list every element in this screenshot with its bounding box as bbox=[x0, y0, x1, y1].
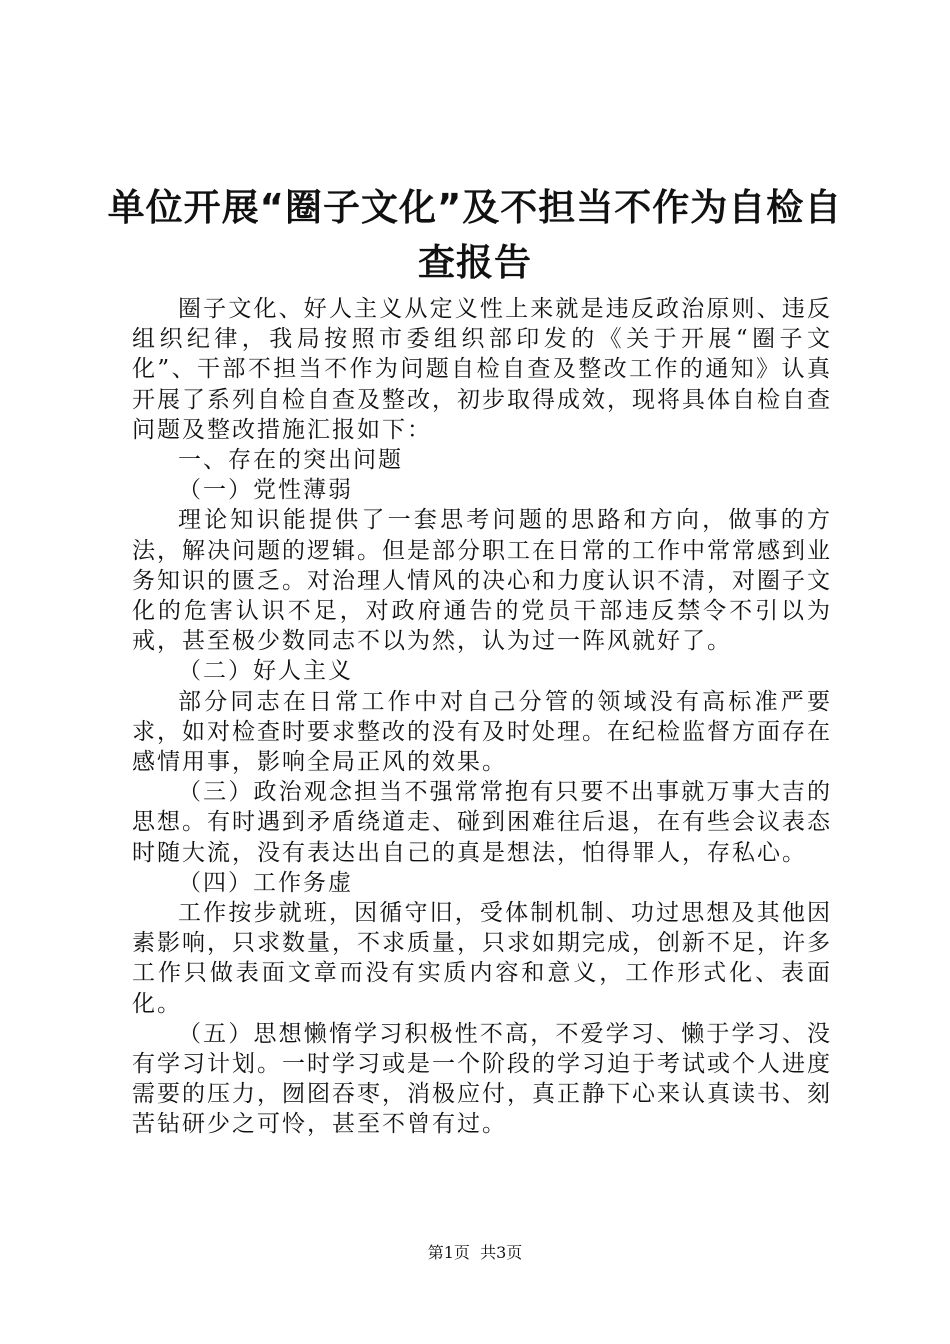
subsection-heading-4: （四）工作务虚 bbox=[178, 869, 353, 896]
section-heading: 一、存在的突出问题 bbox=[178, 447, 403, 474]
subsection-heading-2: （二）好人主义 bbox=[178, 658, 353, 685]
body-paragraph-3: （三）政治观念担当不强常常抱有只要不出事就万事大吉的思想。有时遇到矛盾绕道走、碰到困难往后退，在有些会议表态时随大流，没有表达出自己的真是想法，怕得罪人，存私心。 bbox=[132, 779, 832, 866]
document-body bbox=[132, 294, 832, 1140]
page-number: 第1页 bbox=[427, 1243, 470, 1262]
body-paragraph-5: （五）思想懒惰学习积极性不高，不爱学习、懒于学习、没有学习计划。一时学习或是一个阶段的学习迫于考试或个人进度需要的压力，囫囵吞枣，消极应付，真正静下心来认真读书、刻苦钻研少之可怜，甚至不曾有过。 bbox=[132, 1020, 832, 1138]
page-total: 共3页 bbox=[480, 1243, 523, 1262]
subsection-heading-1: （一）党性薄弱 bbox=[178, 477, 353, 504]
body-paragraph-2: 部分同志在日常工作中对自己分管的领域没有高标准严要求，如对检查时要求整改的没有及时处理。在纪检监督方面存在感情用事，影响全局正风的效果。 bbox=[132, 688, 832, 776]
page-footer bbox=[0, 1243, 950, 1263]
body-paragraph-1: 理论知识能提供了一套思考问题的思路和方向，做事的方法，解决问题的逻辑。但是部分职工在日常的工作中常常感到业务知识的匮乏。对治理人情风的决心和力度认识不清，对圈子文化的危害认识不足，对政府通告的党员干部违反禁令不引以为戒，甚至极少数同志不以为然，认为过一阵风就好了。 bbox=[132, 507, 832, 655]
document-title-line-2: 查报告 bbox=[418, 241, 532, 284]
body-paragraph-4: 工作按步就班，因循守旧，受体制机制、功过思想及其他因素影响，只求数量，不求质量，只求如期完成，创新不足，许多工作只做表面文章而没有实质内容和意义，工作形式化、表面化。 bbox=[132, 900, 832, 1017]
intro-paragraph: 圈子文化、好人主义从定义性上来就是违反政治原则、违反组织纪律，我局按照市委组织部印发的《关于开展“圈子文化”、干部不担当不作为问题自检自查及整改工作的通知》认真开展了系列自检自查及整改，初步取得成效，现将具体自检自查问题及整改措施汇报如下： bbox=[132, 296, 832, 443]
document-title-line-1: 单位开展“圈子文化”及不担当不作为自检自 bbox=[107, 186, 843, 229]
